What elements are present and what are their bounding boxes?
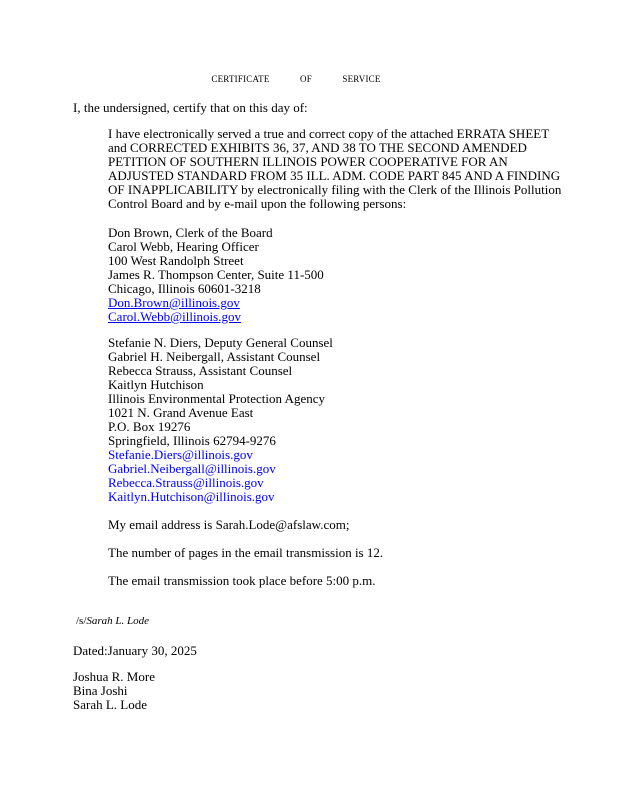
email-address-line: My email address is Sarah.Lode@afslaw.com; xyxy=(108,517,350,532)
dated-value: January 30, 2025 xyxy=(107,643,197,658)
recipient-line: James R. Thompson Center, Suite 11-500 xyxy=(108,267,324,282)
recipient-line: Don Brown, Clerk of the Board xyxy=(108,225,273,240)
recipient-block-board xyxy=(108,226,324,324)
signature-prefix: /s/ xyxy=(76,615,87,627)
signer-name: Sarah L. Lode xyxy=(73,697,148,712)
email-link-rebecca-strauss[interactable]: Rebecca.Strauss@illinois.gov xyxy=(108,475,264,490)
service-paragraph xyxy=(108,127,563,211)
title-word-of: OF xyxy=(300,74,312,84)
page-count-line: The number of pages in the email transmission is 12. xyxy=(108,545,384,560)
signer-names xyxy=(73,670,155,712)
recipient-line: Springfield, Illinois 62794-9276 xyxy=(108,433,276,448)
email-link-kaitlyn-hutchison[interactable]: Kaitlyn.Hutchison@illinois.gov xyxy=(108,489,275,504)
signature-line xyxy=(76,615,149,627)
recipient-line: Kaitlyn Hutchison xyxy=(108,377,204,392)
email-link-carol-webb[interactable]: Carol.Webb@illinois.gov xyxy=(108,309,241,324)
signer-name: Bina Joshi xyxy=(73,683,128,698)
email-link-don-brown[interactable]: Don.Brown@illinois.gov xyxy=(108,295,240,310)
recipient-line: 1021 N. Grand Avenue East xyxy=(108,405,254,420)
intro-line: I, the undersigned, certify that on this day of: xyxy=(73,100,308,115)
transmission-time-line: The email transmission took place before 5:00 p.m. xyxy=(108,573,376,588)
email-link-stefanie-diers[interactable]: Stefanie.Diers@illinois.gov xyxy=(108,447,253,462)
certificate-title xyxy=(0,74,592,84)
title-word-service: SERVICE xyxy=(342,74,381,84)
recipient-block-epa xyxy=(108,336,333,504)
email-link-gabriel-neibergall[interactable]: Gabriel.Neibergall@illinois.gov xyxy=(108,461,276,476)
signer-name: Joshua R. More xyxy=(73,669,155,684)
service-paragraph-text: I have electronically served a true and correct copy of the attached ERRATA SHEET and CORRECTED EXHIBITS 36, 37, AND 38 TO THE SECOND AMENDED PETITION OF SOUTHERN ILLINOIS POWER COOPERATIVE FOR AN ADJUSTED STANDARD FROM 35 ILL. ADM. CODE PART 845 AND A FINDING OF INAPPLICABILITY by electronically filing with the Clerk of the Illinois Pollution Control Board and by e-mail upon the following persons: xyxy=(108,126,562,211)
dated-label: Dated: xyxy=(73,643,108,658)
recipient-line: P.O. Box 19276 xyxy=(108,419,191,434)
recipient-line: Gabriel H. Neibergall, Assistant Counsel xyxy=(108,349,321,364)
signature-name: Sarah L. Lode xyxy=(86,615,150,627)
recipient-line: Carol Webb, Hearing Officer xyxy=(108,239,259,254)
recipient-line: Chicago, Illinois 60601-3218 xyxy=(108,281,261,296)
title-word-certificate: CERTIFICATE xyxy=(211,74,270,84)
recipient-line: Rebecca Strauss, Assistant Counsel xyxy=(108,363,293,378)
recipient-line: Stefanie N. Diers, Deputy General Counsel xyxy=(108,335,333,350)
recipient-line: Illinois Environmental Protection Agency xyxy=(108,391,325,406)
dated-line xyxy=(73,643,197,659)
recipient-line: 100 West Randolph Street xyxy=(108,253,244,268)
